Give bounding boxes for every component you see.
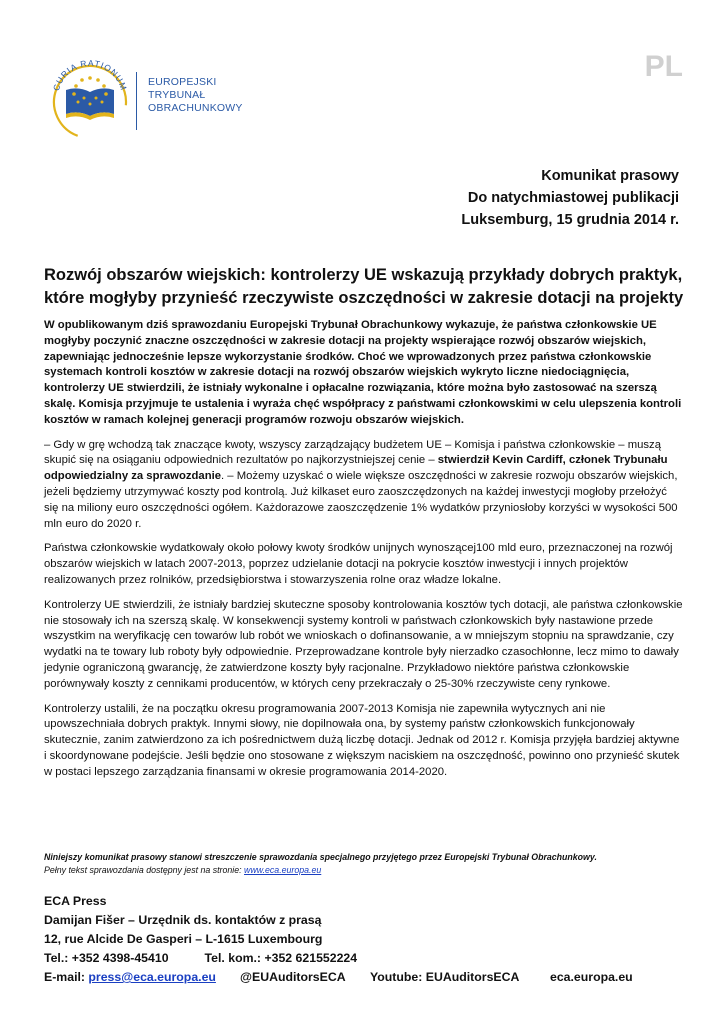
paragraph-commission: Kontrolerzy ustalili, że na początku okresu programowania 2007-2013 Komisja nie zapewniła wytycznych ani nie upowszechniała dobrych praktyk. Innymi słowy, nie dopilnowała ona, by systemy państw członkowskich funkcjonowały skutecznie, zanim zatwierdzono za ich pośrednictwem dużą liczbę dotacji. Jednak od 2012 r. Komisja przyjęła bardziej aktywne i skoordynowane podejście. Jeśli będzie ono stosowane z większym naciskiem na oszczędność, powinno ono przynieść skutek w postaci lepszego zarządzania finansami w okresie programowania 2014-2020.	[44, 702, 680, 778]
org-name-line-1: EUROPEJSKI	[148, 76, 217, 88]
logo-motto: CURIA RATIONUM	[50, 57, 130, 93]
lead-paragraph: W opublikowanym dziś sprawozdaniu Europejski Trybunał Obrachunkowy wykazuje, że państwa członkowskie UE mogłyby poczynić znaczne oszczędności w zakresie dotacji na projekty wspierające rozwój obszarów wiejskich, zapewniając jednocześnie lepsze wykorzystanie środków. Choć we wprowadzonych przez państwa członkowskie systemach kontroli kosztów w zakresie dotacji na rozwój obszarów wiejskich wykryto liczne niedociągnięcia, kontrolerzy UE stwierdzili, że istniały wykonalne i opłacalne rozwiązania, które można było zastosować na szerszą skalę. Komisja przyjmuje te ustalenia i wyraża chęć współpracy z państwami członkowskimi w celu ulepszenia kontroli kosztów w ramach kolejnej generacji programów rozwoju obszarów wiejskich.	[44, 319, 682, 426]
press-type: Komunikat prasowy	[541, 168, 679, 184]
org-name-line-3: OBRACHUNKOWY	[148, 102, 243, 114]
org-name	[148, 76, 243, 115]
eca-logo	[44, 52, 244, 142]
logo-divider	[136, 72, 137, 130]
place-date: Luksemburg, 15 grudnia 2014 r.	[461, 212, 679, 228]
footnote	[44, 851, 684, 877]
eca-emblem-icon	[44, 52, 136, 144]
quote-attribution: stwierdził Kevin Cardiff, członek Trybunału odpowiedzialny za sprawozdanie	[44, 454, 668, 483]
email-label: E-mail:	[44, 970, 89, 984]
article-body	[44, 318, 684, 790]
youtube-channel: Youtube: EUAuditorsECA	[370, 970, 520, 984]
contact-address: 12, rue Alcide De Gasperi – L-1615 Luxembourg	[44, 932, 323, 946]
contact-person: Damijan Fišer – Urzędnik ds. kontaktów z prasą	[44, 913, 322, 927]
contact-phone: Tel.: +352 4398-45410	[44, 951, 169, 965]
footnote-report-text: Pełny tekst sprawozdania dostępny jest na stronie:	[44, 865, 244, 875]
contact-block	[44, 892, 694, 987]
contact-email-group	[44, 968, 240, 987]
report-link[interactable]: www.eca.europa.eu	[244, 865, 322, 875]
twitter-handle: @EUAuditorsECA	[240, 970, 346, 984]
headline: Rozwój obszarów wiejskich: kontrolerzy UE wskazują przykłady dobrych praktyk, które mogłyby przynieść rzeczywiste oszczędności w zakresie dotacji na projekty	[44, 266, 684, 307]
paragraph-findings: Kontrolerzy UE stwierdzili, że istniały bardziej skuteczne sposoby kontrolowania kosztów tych dotacji, ale państwa członkowskie nie stosowały ich na szerszą skalę. W konsekwencji systemy kontroli w państwach członkowskich były nastawione przede wszystkim na weryfikację cen towarów lub robót we wnioskach o dofinansowanie, a w mniejszym stopniu na sprawdzanie, czy wydatki na te towary lub roboty były odpowiednie. Przeprowadzane kontrole były nierzadko czasochłonne, lecz mimo to dawały jedynie ograniczoną gwarancję, że zatwierdzone koszty były racjonalne. Przykładowo niektóre państwa członkowskie porównywały koszty z cennikami producentów, w których ceny przekraczały o 25-30% rzeczywiste ceny rynkowe.	[44, 598, 683, 690]
quote-paragraph	[44, 438, 684, 533]
footnote-summary: Niniejszy komunikat prasowy stanowi streszczenie sprawozdania specjalnego przyjętego przez Europejski Trybunał Obrachunkowy.	[44, 852, 597, 862]
press-header	[461, 165, 679, 231]
contact-org: ECA Press	[44, 894, 107, 908]
org-name-line-2: TRYBUNAŁ	[148, 89, 206, 101]
contact-phones	[44, 949, 694, 968]
release-note: Do natychmiastowej publikacji	[467, 190, 679, 206]
language-code: PL	[644, 50, 683, 83]
paragraph-spending: Państwa członkowskie wydatkowały około połowy kwoty środków unijnych wynoszącej100 mld euro, przeznaczonej na rozwój obszarów wiejskich w latach 2007-2013, poprzez udzielanie dotacji na pokrycie kosztów inwestycji i innych projektów realizowanych przez rolników, przedsiębiorstwa i stowarzyszenia rolne oraz władze lokalne.	[44, 542, 673, 586]
svg-text:CURIA RATIONUM	[51, 58, 129, 92]
contact-mobile: Tel. kom.: +352 621552224	[204, 951, 358, 965]
quote-part-1: – Gdy w grę wchodzą tak znaczące kwoty, wszyscy zarządzający budżetem UE – Komisja i państwa członkowskie – muszą skupić się na osiąganiu odpowiednich rezultatów po najkorzystniejszej cenie –	[44, 438, 661, 467]
contact-channels	[44, 968, 694, 987]
website: eca.europa.eu	[550, 970, 633, 984]
email-link[interactable]: press@eca.europa.eu	[88, 970, 216, 984]
quote-part-2: . – Możemy uzyskać o wiele większe oszczędności w zakresie rozwoju obszarów wiejskich, jeżeli będziemy utrzymywać koszty pod kontrolą. Już kilkaset euro zaoszczędzonych na każdej inwestycji mogłoby przełożyć się na miliony euro oszczędności ogółem. Każdorazowe zaoszczędzenie 1% wydatków przyniosłoby korzyści w wysokości 500 mln euro do 2020 r.	[44, 470, 678, 530]
